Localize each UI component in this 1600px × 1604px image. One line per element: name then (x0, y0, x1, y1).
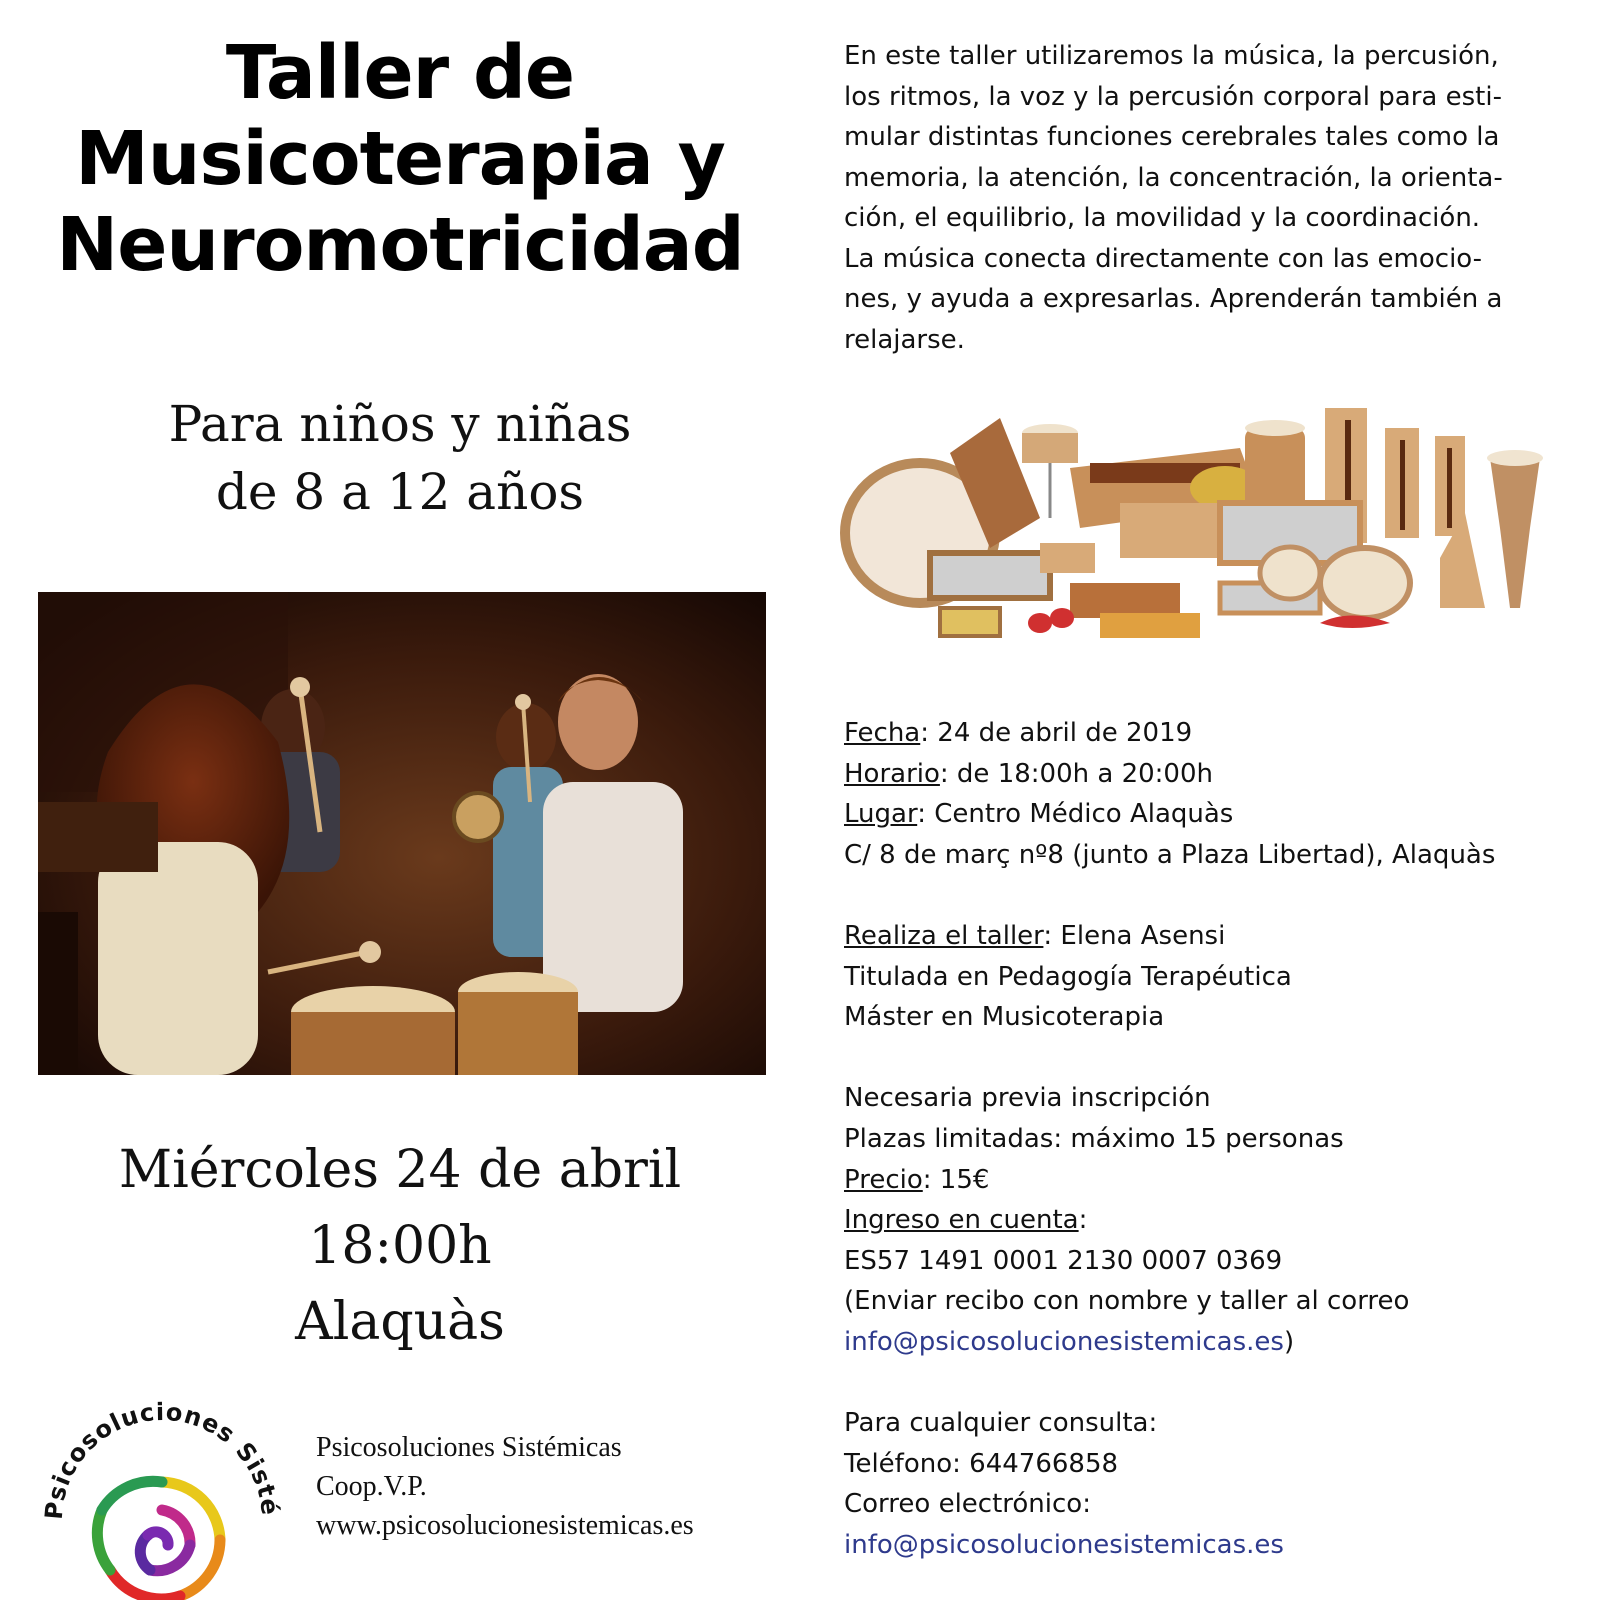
credential-line: Titulada en Pedagogía Terapéutica (844, 961, 1292, 992)
enviar-line: (Enviar recibo con nombre y taller al correo (844, 1286, 1410, 1317)
org-name: Psicosoluciones Sistémicas (316, 1432, 622, 1463)
svg-text:Psicosoluciones Sistémicas (30, 1370, 284, 1521)
ingreso-colon: : (1078, 1205, 1088, 1236)
consulta-line: Para cualquier consulta: (844, 1408, 1158, 1439)
desc-line: nes, y ayuda a expresarlas. Aprenderán también a (844, 284, 1503, 314)
audience-subtitle (40, 390, 760, 526)
title-line-2: Musicoterapia y (75, 116, 725, 202)
desc-line: relajarse. (844, 324, 965, 355)
telefono-line: Teléfono: 644766858 (844, 1448, 1119, 1479)
instruments-image (840, 408, 1572, 666)
org-type: Coop.V.P. (316, 1471, 427, 1502)
lugar-row (844, 794, 1584, 835)
contact-email-link[interactable]: info@psicosolucionesistemicas.es (844, 1529, 1284, 1560)
realiza-row (844, 916, 1584, 957)
desc-line: ción, el equilibrio, la movilidad y la coordinación. (844, 203, 1481, 233)
close-paren: ) (1283, 1326, 1295, 1357)
organization-logo (30, 1370, 290, 1600)
horario-label: Horario (844, 758, 940, 789)
workshop-title (40, 30, 760, 288)
plazas-line: Plazas limitadas: máximo 15 personas (844, 1123, 1344, 1154)
desc-line: los ritmos, la voz y la percusión corporal para esti- (844, 81, 1502, 112)
email-link[interactable]: info@psicosolucionesistemicas.es (844, 1326, 1284, 1357)
correo-line: Correo electrónico: (844, 1489, 1091, 1520)
precio-label: Precio (844, 1164, 923, 1195)
logo-curved-text: Psicosoluciones Sisté (39, 1397, 285, 1521)
realiza-label: Realiza el taller (844, 920, 1044, 951)
iban-line: ES57 1491 0001 2130 0007 0369 (844, 1245, 1283, 1276)
ingreso-row (844, 1200, 1584, 1241)
fecha-value: : 24 de abril de 2019 (920, 718, 1193, 748)
event-summary (40, 1132, 760, 1360)
horario-row (844, 754, 1584, 795)
lugar-value: : Centro Médico Alaquàs (917, 799, 1234, 830)
precio-row (844, 1160, 1584, 1201)
desc-line: La música conecta directamente con las emocio- (844, 243, 1483, 274)
event-time: 18:00h (308, 1216, 492, 1276)
credential-line: Máster en Musicoterapia (844, 1002, 1165, 1033)
fecha-label: Fecha (844, 718, 921, 748)
subtitle-line-1: Para niños y niñas (168, 395, 632, 453)
org-website[interactable]: www.psicosolucionesistemicas.es (316, 1510, 694, 1541)
subtitle-line-2: de 8 a 12 años (215, 463, 585, 521)
address-line: C/ 8 de març nº8 (junto a Plaza Libertad), Alaquàs (844, 839, 1496, 870)
children-drumming-photo (38, 592, 766, 1075)
horario-value: : de 18:00h a 20:00h (939, 758, 1213, 789)
title-line-1: Taller de (225, 30, 575, 116)
realiza-value: : Elena Asensi (1043, 920, 1226, 951)
email-row (844, 1322, 1584, 1363)
event-place: Alaquàs (295, 1292, 505, 1352)
desc-line: memoria, la atención, la concentración, la orienta- (844, 162, 1503, 193)
fecha-row (844, 713, 1584, 754)
workshop-description (844, 36, 1564, 360)
precio-value: : 15€ (922, 1164, 990, 1195)
title-line-3: Neuromotricidad (56, 202, 744, 288)
organization-info (316, 1428, 694, 1545)
email-row-2 (844, 1525, 1584, 1566)
desc-line: mular distintas funciones cerebrales tales como la (844, 122, 1500, 152)
spiral-icon (97, 1481, 220, 1599)
desc-line: En este taller utilizaremos la música, la percusión, (844, 41, 1499, 71)
event-details (844, 713, 1584, 1565)
inscripcion-line: Necesaria previa inscripción (844, 1083, 1211, 1114)
lugar-label: Lugar (844, 799, 918, 830)
ingreso-label: Ingreso en cuenta (844, 1205, 1079, 1236)
event-date: Miércoles 24 de abril (118, 1140, 682, 1200)
